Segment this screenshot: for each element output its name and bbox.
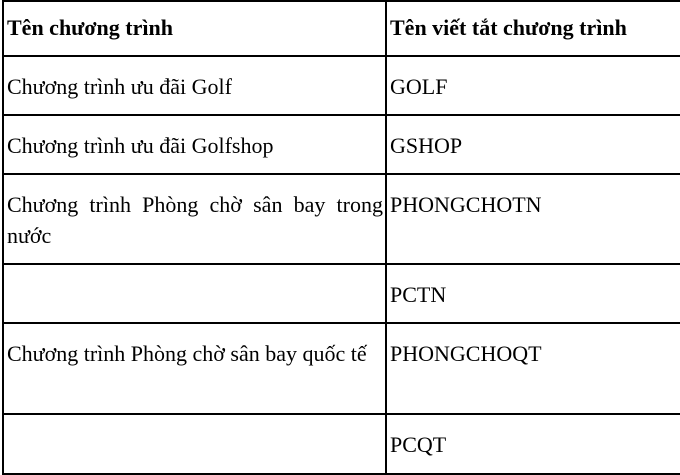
program-name: Chương trình ưu đãi Golfshop (7, 133, 274, 158)
table-row (3, 323, 680, 414)
table-row (3, 56, 680, 115)
header-program-abbreviation: Tên viết tắt chương trình (386, 1, 680, 56)
table-row (3, 264, 680, 323)
program-abbreviation-cell (386, 323, 680, 414)
program-abbreviation: GSHOP (390, 133, 463, 158)
header-program-name: Tên chương trình (3, 1, 386, 56)
table-header-row (3, 1, 680, 56)
program-abbreviation: PHONGCHOTN (390, 192, 542, 217)
program-name-cell (3, 174, 386, 264)
program-abbreviation-cell (386, 115, 680, 174)
program-name: Chương trình Phòng chờ sân bay quốc tế (7, 341, 367, 366)
program-abbreviation: PCQT (390, 432, 447, 457)
program-name: Chương trình Phòng chờ sân bay trong nước (7, 192, 383, 248)
program-name: Chương trình ưu đãi Golf (7, 74, 232, 99)
program-table (2, 0, 680, 475)
table-row (3, 414, 680, 474)
program-name-cell (3, 115, 386, 174)
program-abbreviation-cell (386, 56, 680, 115)
program-abbreviation: PHONGCHOQT (390, 341, 542, 366)
program-name-cell (3, 56, 386, 115)
program-name-cell (3, 264, 386, 323)
table-row (3, 115, 680, 174)
program-name-cell (3, 323, 386, 414)
program-abbreviation-cell (386, 174, 680, 264)
program-abbreviation-cell (386, 414, 680, 474)
program-abbreviation: PCTN (390, 282, 447, 307)
program-abbreviation-cell (386, 264, 680, 323)
program-abbreviation: GOLF (390, 74, 448, 99)
program-name-cell (3, 414, 386, 474)
table-row (3, 174, 680, 264)
